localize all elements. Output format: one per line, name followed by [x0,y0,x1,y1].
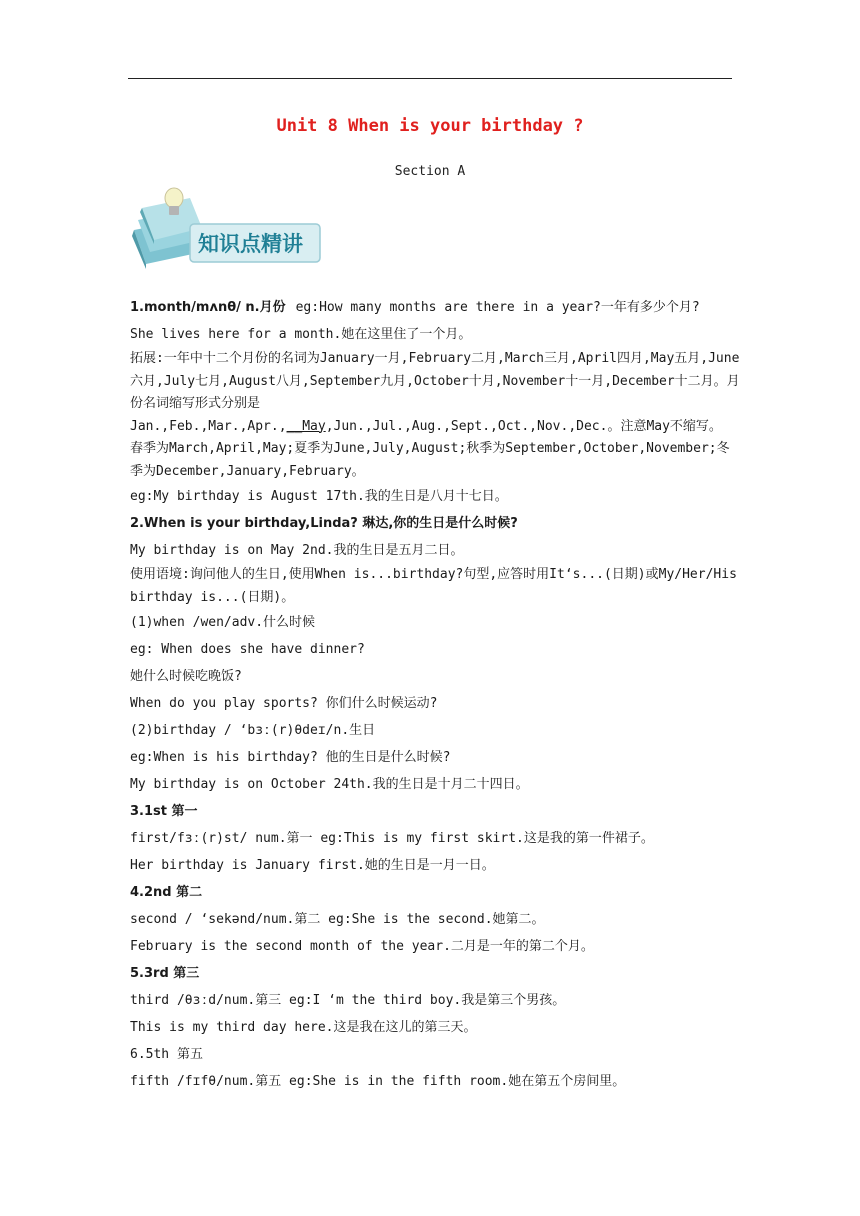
example-line: My birthday is on May 2nd.我的生日是五月二日。 [130,543,464,558]
page-title: Unit 8 When is your birthday ? [276,116,584,136]
extension-paragraph: 拓展:一年中十二个月份的名词为January一月,February二月,March三月,April四月,May五月,June六月,July七月,August八月,September九月,October十月,November十一月,December十二月。月份名词缩写形式分别是 [130,351,740,411]
item-5-heading: 5.3rd 第三 [130,966,200,981]
header-rule [128,78,732,79]
abbreviation-end: ,Jun.,Jul.,Aug.,Sept.,Oct.,Nov.,Dec.。注意May不缩写。 [325,418,722,434]
item-4-heading: 4.2nd 第二 [130,885,203,900]
example-line: My birthday is on October 24th.我的生日是十月二十四日。 [130,777,529,792]
item-2-heading: 2.When is your birthday,Linda? 琳达,你的生日是什么时候? [130,516,518,531]
seasons-paragraph: 春季为March,April,May;夏季为June,July,August;秋季为September,October,November;冬季为December,January,February。 [130,441,730,479]
vocab-line: first/fɜː(r)st/ num.第一 eg:This is my first skirt.这是我的第一件裙子。 [130,831,654,846]
usage-paragraph: 使用语境:询问他人的生日,使用When is...birthday?句型,应答时用It‘s...(日期)或My/Her/His birthday is...(日期)。 [130,567,737,605]
document-body [130,294,740,1095]
example-line: eg:When is his birthday? 他的生日是什么时候? [130,750,451,765]
vocab-line: second / ‘sekənd/num.第二 eg:She is the second.她第二。 [130,912,545,927]
section-label: Section A [394,164,466,179]
example-line: February is the second month of the year.二月是一年的第二个月。 [130,939,594,954]
knowledge-logo [128,186,328,270]
item-1-line [130,294,740,321]
item-1-heading: 1.month/mʌnθ/ n.月份 [130,300,286,315]
may-underlined: __May [286,418,326,434]
item-6-heading: 6.5th 第五 [130,1047,203,1062]
example-line: This is my third day here.这是我在这儿的第三天。 [130,1020,477,1035]
vocab-line: (1)when /wen/adv.什么时候 [130,615,316,630]
vocab-line: fifth /fɪfθ/num.第五 eg:She is in the fifth room.她在第五个房间里。 [130,1074,626,1089]
logo-text: 知识点精讲 [198,232,303,256]
vocab-line: (2)birthday / ‘bɜː(r)θdeɪ/n.生日 [130,723,376,738]
example-line: eg: When does she have dinner? [130,642,365,657]
example-line: Her birthday is January first.她的生日是一月一日。 [130,858,495,873]
item-1-example: eg:How many months are there in a year?一年有多少个月? [295,300,700,315]
abbreviation-start: Jan.,Feb.,Mar.,Apr., [130,418,287,434]
vocab-line: third /θɜːd/num.第三 eg:I ‘m the third boy.我是第三个男孩。 [130,993,566,1008]
example-line: eg:My birthday is August 17th.我的生日是八月十七日。 [130,489,508,504]
item-3-heading: 3.1st 第一 [130,804,198,819]
example-line: When do you play sports? 你们什么时候运动? [130,696,438,711]
example-line: She lives here for a month.她在这里住了一个月。 [130,327,472,342]
translation-line: 她什么时候吃晚饭? [130,669,242,684]
abbreviation-line [130,416,740,439]
